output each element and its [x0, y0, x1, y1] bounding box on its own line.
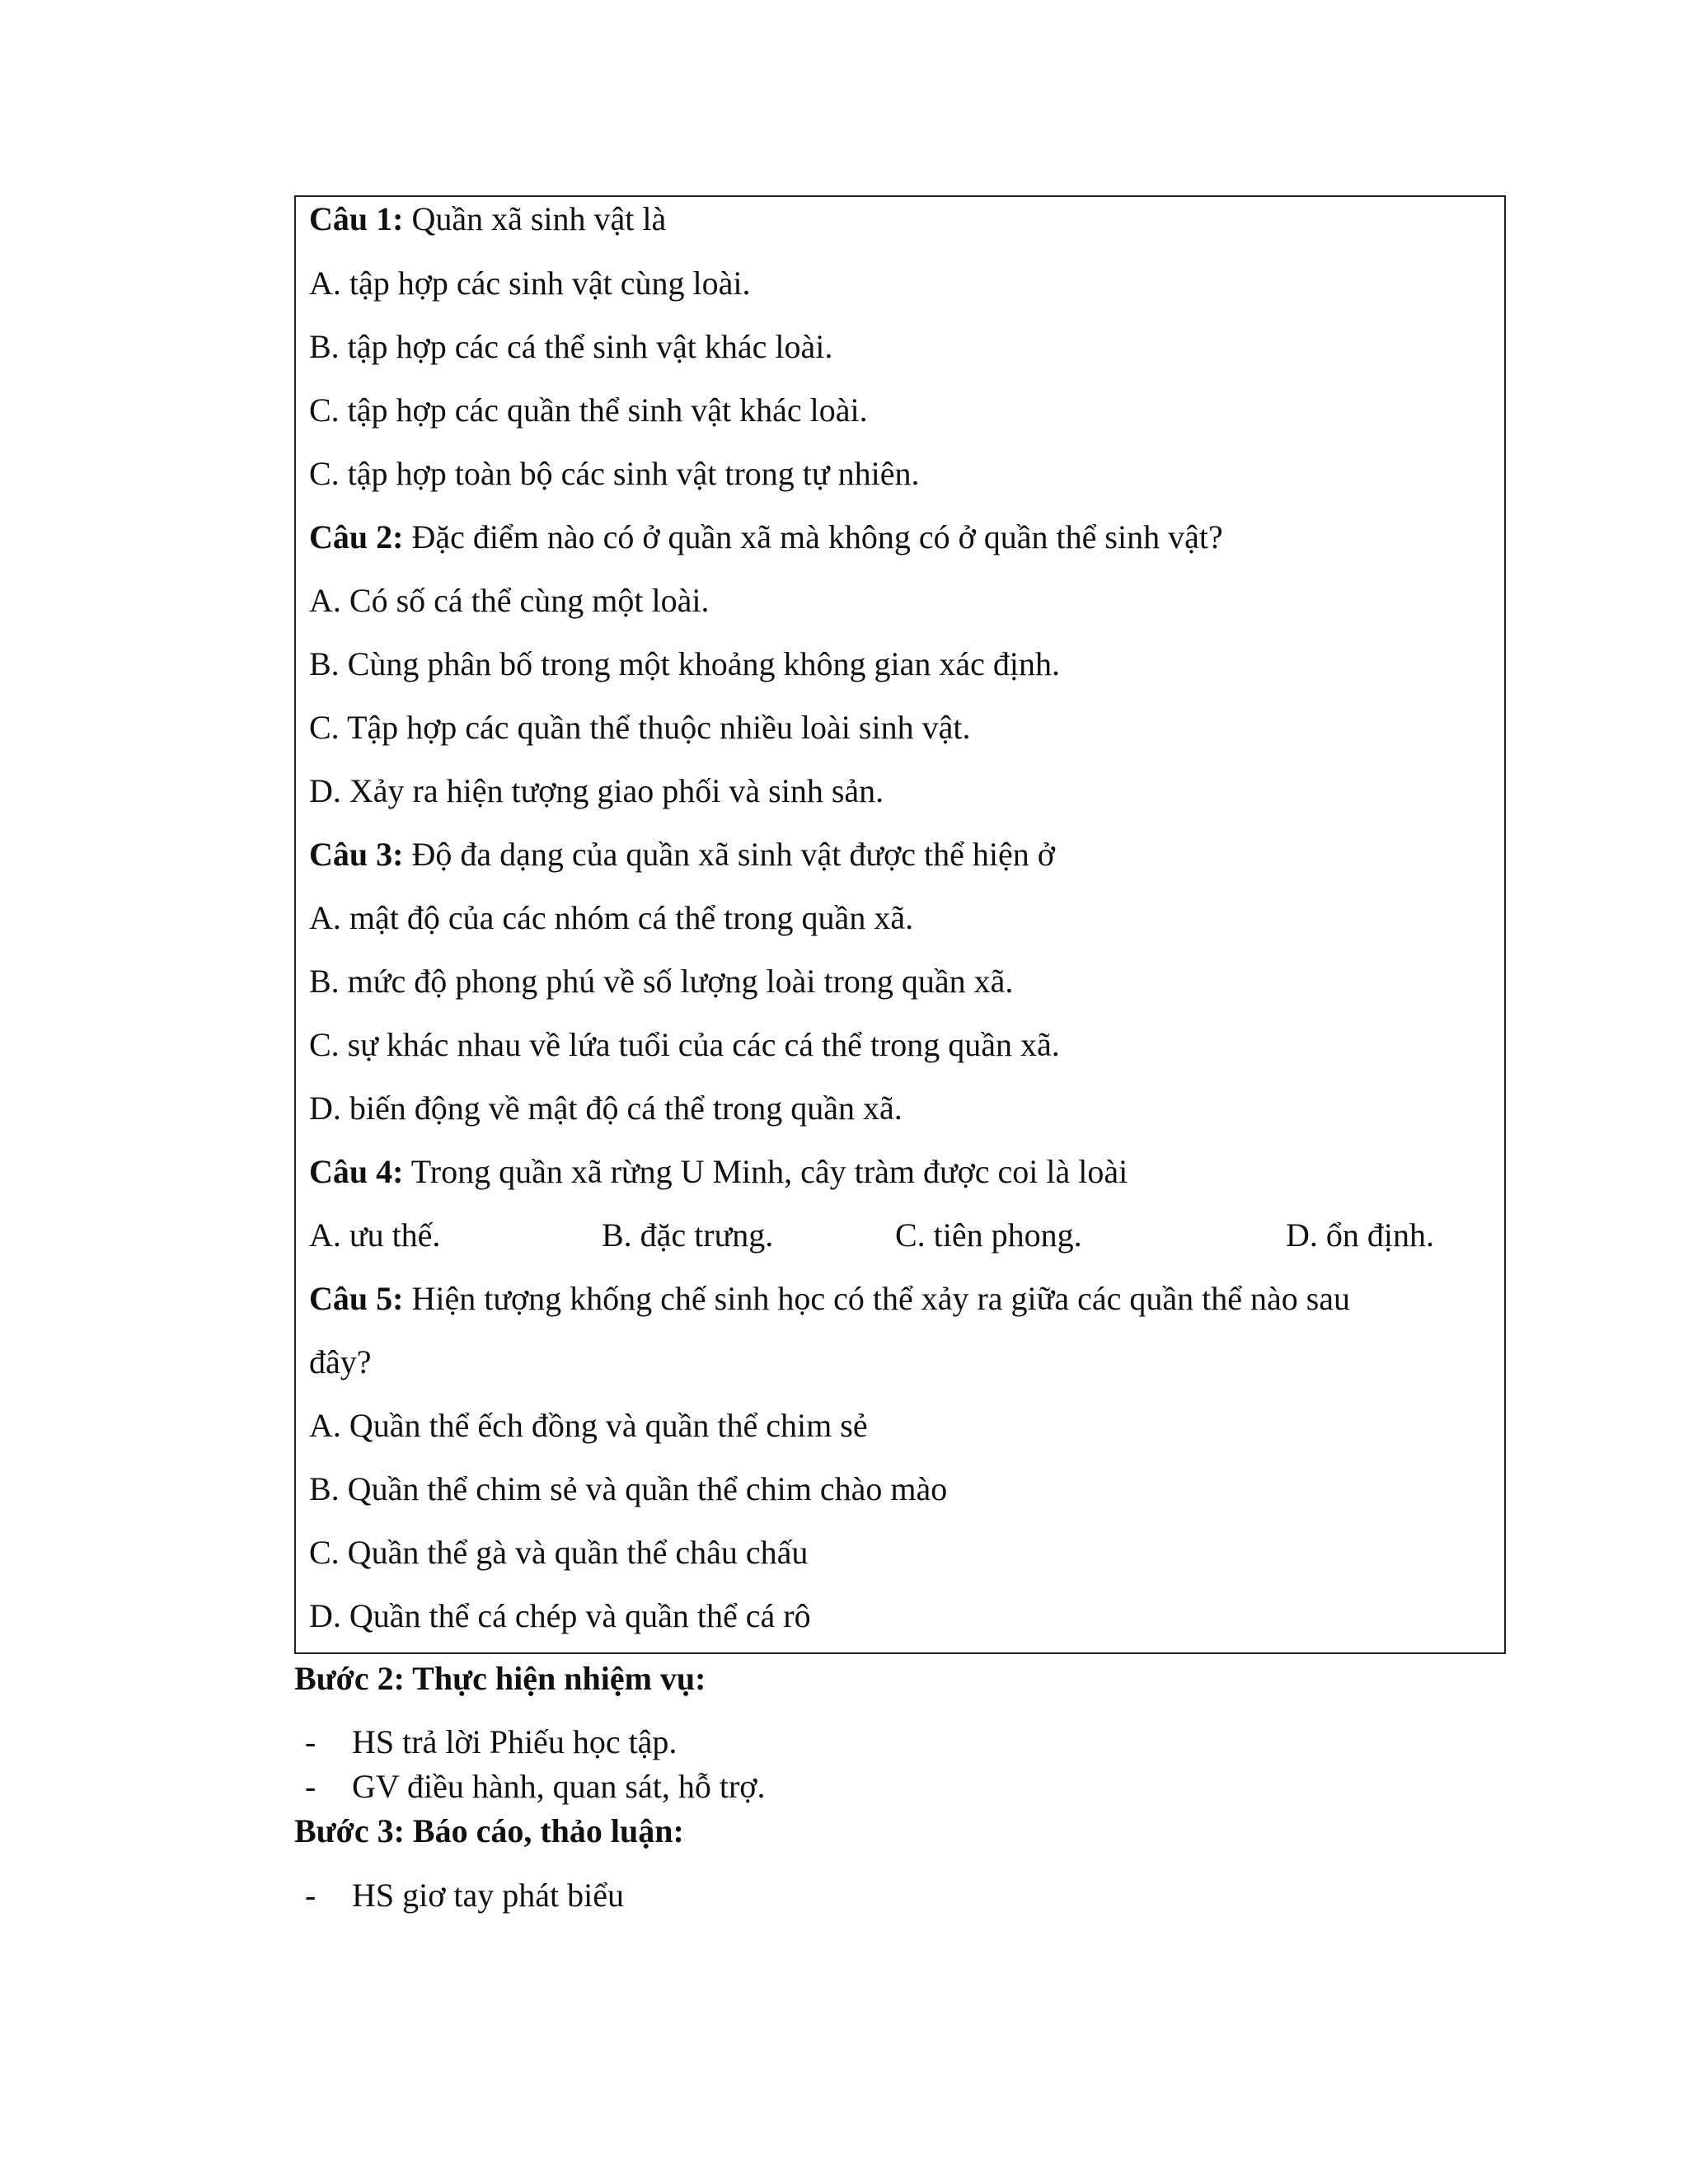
- question-1-label: Câu 1:: [309, 200, 404, 237]
- step-3-item-1: HS giơ tay phát biểu: [352, 1877, 624, 1914]
- question-4-option-c: C. tiên phong.: [895, 1216, 1082, 1254]
- question-3-option-a: A. mật độ của các nhóm cá thể trong quần xã.: [309, 899, 914, 936]
- step-2-heading: Bước 2: Thực hiện nhiệm vụ:: [294, 1660, 706, 1697]
- question-3-option-d: D. biến động về mật độ cá thể trong quần xã.: [309, 1090, 903, 1127]
- bullet-dash: -: [305, 1768, 316, 1805]
- question-5-text: Hiện tượng khống chế sinh học có thể xảy ra giữa các quần thể nào sau: [403, 1280, 1351, 1317]
- question-2: [309, 518, 1223, 557]
- question-4-option-b: B. đặc trưng.: [602, 1216, 774, 1254]
- question-2-option-a: A. Có số cá thể cùng một loài.: [309, 582, 710, 619]
- question-5-option-a: A. Quần thể ếch đồng và quần thể chim sẻ: [309, 1407, 868, 1444]
- question-1-option-a: A. tập hợp các sinh vật cùng loài.: [309, 265, 751, 302]
- question-5-option-d: D. Quần thể cá chép và quần thể cá rô: [309, 1597, 811, 1634]
- question-1-option-d: C. tập hợp toàn bộ các sinh vật trong tự nhiên.: [309, 455, 920, 492]
- question-3: [309, 835, 1055, 874]
- question-5-label: Câu 5:: [309, 1280, 404, 1317]
- question-5-option-c: C. Quần thể gà và quần thể châu chấu: [309, 1534, 809, 1571]
- question-3-option-b: B. mức độ phong phú về số lượng loài trong quần xã.: [309, 963, 1014, 1000]
- question-2-option-d: D. Xảy ra hiện tượng giao phối và sinh sản.: [309, 772, 884, 809]
- step-2-item-1: HS trả lời Phiếu học tập.: [352, 1723, 678, 1760]
- question-2-text: Đặc điểm nào có ở quần xã mà không có ở quần thể sinh vật?: [403, 518, 1223, 555]
- question-4-text: Trong quần xã rừng U Minh, cây tràm được coi là loài: [403, 1153, 1128, 1190]
- question-4-label: Câu 4:: [309, 1153, 404, 1190]
- bullet-dash: -: [305, 1723, 316, 1760]
- question-4-option-d: D. ổn định.: [1286, 1216, 1434, 1254]
- question-5: [309, 1279, 1350, 1319]
- question-1-text: Quần xã sinh vật là: [403, 200, 667, 237]
- question-4-option-a: A. ưu thế.: [309, 1216, 441, 1254]
- question-4: [309, 1152, 1128, 1192]
- bullet-dash: -: [305, 1877, 316, 1914]
- question-2-option-c: C. Tập hợp các quần thể thuộc nhiều loài sinh vật.: [309, 709, 971, 746]
- question-1-option-c: C. tập hợp các quần thể sinh vật khác loài.: [309, 391, 868, 429]
- question-5-option-b: B. Quần thể chim sẻ và quần thể chim chào mào: [309, 1470, 948, 1507]
- question-3-option-c: C. sự khác nhau về lứa tuổi của các cá thể trong quần xã.: [309, 1026, 1060, 1063]
- question-2-label: Câu 2:: [309, 518, 404, 555]
- question-1-option-b: B. tập hợp các cá thể sinh vật khác loài.: [309, 328, 833, 365]
- question-1: [309, 199, 666, 239]
- step-3-heading: Bước 3: Báo cáo, thảo luận:: [294, 1812, 684, 1849]
- question-5-text-continued: đây?: [309, 1343, 372, 1380]
- step-2-item-2: GV điều hành, quan sát, hỗ trợ.: [352, 1768, 766, 1805]
- question-2-option-b: B. Cùng phân bố trong một khoảng không gian xác định.: [309, 645, 1061, 682]
- question-3-text: Độ đa dạng của quần xã sinh vật được thể hiện ở: [403, 836, 1055, 873]
- question-3-label: Câu 3:: [309, 836, 404, 873]
